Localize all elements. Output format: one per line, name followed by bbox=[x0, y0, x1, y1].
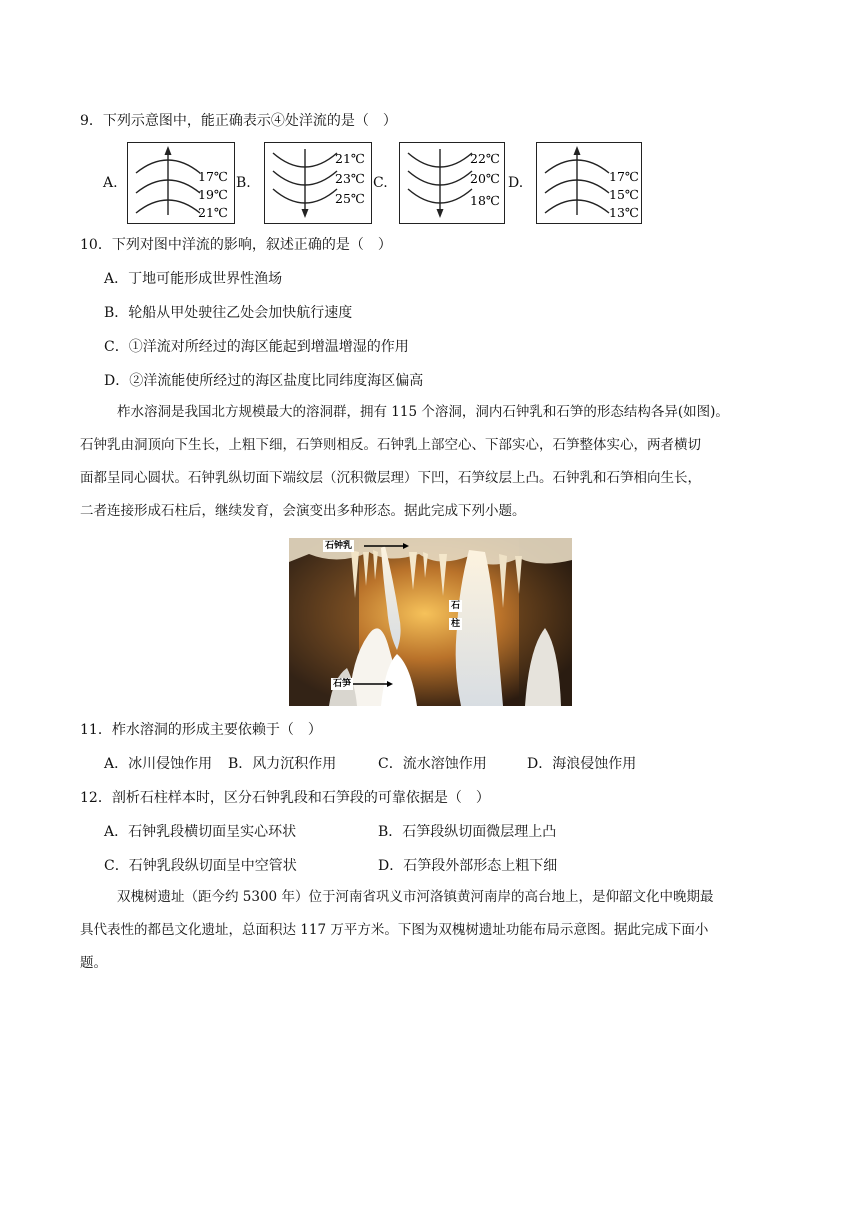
q11-stem: 11．柞水溶洞的形成主要依赖于（ ） bbox=[80, 722, 322, 738]
temp-label: 15℃ bbox=[609, 187, 639, 202]
q12-option-d: D．石笋段外部形态上粗下细 bbox=[378, 858, 558, 874]
temp-label: 23℃ bbox=[335, 171, 365, 186]
isotherm-diagram-b bbox=[265, 143, 370, 222]
q12-option-b: B．石笋段纵切面微层理上凸 bbox=[378, 824, 557, 840]
isotherm-diagram-c bbox=[400, 143, 503, 222]
temp-label: 20℃ bbox=[470, 171, 500, 186]
q11-option-c: C．流水溶蚀作用 bbox=[378, 756, 487, 772]
isotherm-diagram-d bbox=[537, 143, 640, 222]
label-pillar-2: 柱 bbox=[451, 619, 461, 629]
q9-option-c-letter: C. bbox=[373, 175, 388, 191]
temp-label: 21℃ bbox=[335, 151, 365, 166]
passage-shuanghuaishu-site bbox=[80, 881, 780, 980]
passage-line: 具代表性的都邑文化遗址，总面积达 117 万平方米。下图为双槐树遗址功能布局示意图。据此完成下面小 bbox=[80, 922, 709, 938]
q9-option-d-letter: D. bbox=[508, 175, 524, 191]
q9-option-c-diagram bbox=[399, 142, 505, 224]
passage-line: 石钟乳由洞顶向下生长，上粗下细，石笋则相反。石钟乳上部空心、下部实心，石笋整体实心，两者横切 bbox=[80, 437, 701, 453]
passage-line: 双槐树遗址（距今约 5300 年）位于河南省巩义市河洛镇黄河南岸的高台地上，是仰韶文化中晚期最 bbox=[117, 889, 714, 905]
q10-option-a: A．丁地可能形成世界性渔场 bbox=[104, 271, 283, 287]
passage-line: 二者连接形成石柱后，继续发育，会演变出多种形态。据此完成下列小题。 bbox=[80, 503, 526, 519]
temp-label: 17℃ bbox=[198, 169, 228, 184]
label-stalactite: 石钟乳 bbox=[325, 541, 353, 551]
q10-stem: 10．下列对图中洋流的影响，叙述正确的是（ ） bbox=[80, 237, 392, 253]
passage-zhashui-cave bbox=[80, 396, 780, 528]
q11-option-a: A．冰川侵蚀作用 bbox=[104, 756, 213, 772]
q9-option-d-diagram bbox=[536, 142, 642, 224]
q10-option-d: D．②洋流能使所经过的海区盐度比同纬度海区偏高 bbox=[104, 373, 424, 389]
label-pillar-1: 石 bbox=[451, 601, 461, 611]
q10-option-c: C．①洋流对所经过的海区能起到增温增湿的作用 bbox=[104, 339, 409, 355]
q12-stem: 12．剖析石柱样本时，区分石钟乳段和石笋段的可靠依据是（ ） bbox=[80, 790, 490, 806]
passage-line: 柞水溶洞是我国北方规模最大的溶洞群，拥有 115 个溶洞，洞内石钟乳和石笋的形态结构各异(如图)。 bbox=[117, 404, 729, 420]
isotherm-diagram-a bbox=[128, 143, 233, 222]
passage-line: 面都呈同心圆状。石钟乳纵切面下端纹层（沉积微层理）下凹，石笋纹层上凸。石钟乳和石笋相向生长， bbox=[80, 470, 701, 486]
temp-label: 22℃ bbox=[470, 151, 500, 166]
temp-label: 19℃ bbox=[198, 187, 228, 202]
temp-label: 21℃ bbox=[198, 205, 228, 220]
label-stalagmite: 石笋 bbox=[333, 679, 352, 689]
q12-option-a: A．石钟乳段横切面呈实心环状 bbox=[104, 824, 297, 840]
temp-label: 17℃ bbox=[609, 169, 639, 184]
passage-line: 题。 bbox=[80, 955, 107, 971]
q9-option-b-letter: B. bbox=[236, 175, 251, 191]
q9-option-a-letter: A. bbox=[103, 175, 118, 191]
q12-option-c: C．石钟乳段纵切面呈中空管状 bbox=[104, 858, 297, 874]
q10-option-b: B．轮船从甲处驶往乙处会加快航行速度 bbox=[104, 305, 353, 321]
q9-option-b-diagram bbox=[264, 142, 372, 224]
q11-option-d: D．海浪侵蚀作用 bbox=[527, 756, 637, 772]
q11-option-b: B．风力沉积作用 bbox=[228, 756, 337, 772]
q9-stem: 9．下列示意图中，能正确表示④处洋流的是（ ） bbox=[80, 113, 397, 129]
q9-option-a-diagram bbox=[127, 142, 235, 224]
temp-label: 18℃ bbox=[470, 193, 500, 208]
temp-label: 25℃ bbox=[335, 191, 365, 206]
cave-photo bbox=[289, 538, 572, 706]
temp-label: 13℃ bbox=[609, 205, 639, 220]
